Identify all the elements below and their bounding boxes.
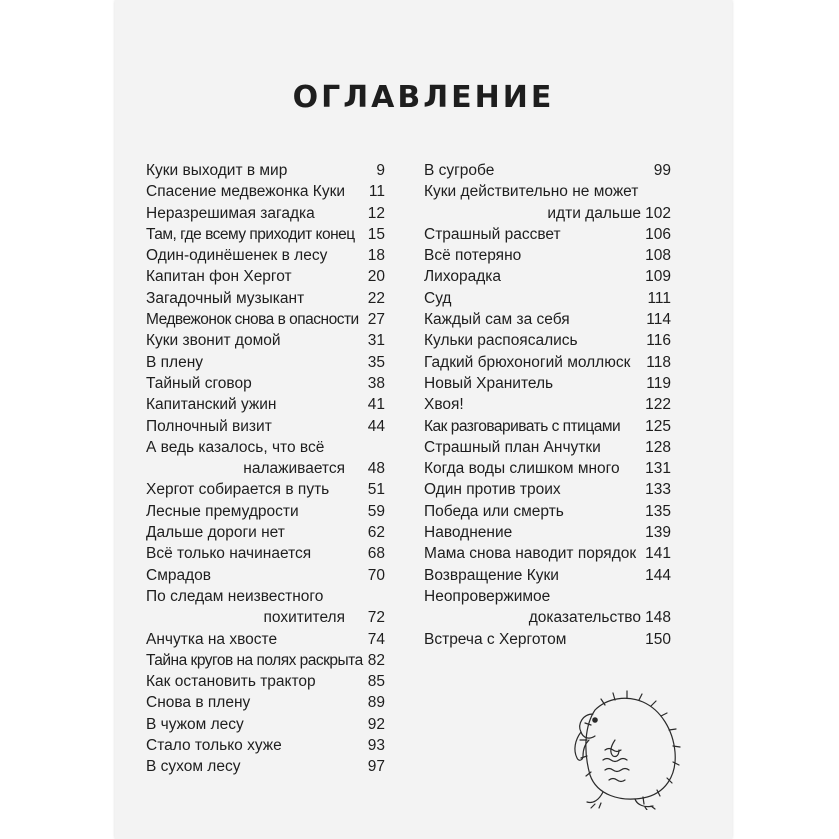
toc-entry — [424, 479, 671, 500]
toc-entry-page: 35 — [367, 353, 385, 371]
toc-entry-title: Капитанский ужин — [146, 396, 277, 414]
toc-entry-title: Новый Хранитель — [424, 374, 554, 392]
toc-entry-title: Снова в плену — [146, 694, 251, 712]
toc-entry-title: Там, где всему приходит конец — [146, 225, 355, 243]
toc-entry — [424, 586, 671, 607]
toc-entry-page: 144 — [645, 566, 671, 584]
toc-entry-title: Анчутка на хвосте — [146, 630, 278, 648]
toc-entry — [146, 203, 385, 224]
toc-entry-title: Дальше дороги нет — [146, 524, 285, 542]
toc-entry-title: В сухом лесу — [146, 758, 241, 776]
toc-entry — [146, 501, 385, 522]
hedgehog-creature-illustration — [565, 680, 685, 810]
toc-entry-title-continued: налаживается — [243, 460, 345, 478]
toc-entry — [146, 692, 385, 713]
toc-entry — [146, 160, 385, 181]
toc-entry — [146, 650, 385, 671]
toc-entry — [146, 245, 385, 266]
toc-entry-title: Всё только начинается — [146, 545, 312, 563]
toc-entry — [424, 416, 671, 437]
toc-entry — [424, 629, 671, 650]
toc-entry-page: 31 — [367, 332, 385, 350]
toc-entry-title: Как разговаривать с птицами — [424, 417, 621, 435]
toc-entry-title: Страшный план Анчутки — [424, 438, 601, 456]
toc-entry-page: 22 — [367, 289, 385, 307]
toc-entry-title: Наводнение — [424, 524, 513, 542]
toc-entry-title: Кульки распоясались — [424, 332, 578, 350]
toc-entry — [424, 565, 671, 586]
toc-entry-page: 82 — [367, 651, 385, 669]
toc-entry-title: Один-одинёшенек в лесу — [146, 247, 328, 265]
toc-entry-title: Загадочный музыкант — [146, 289, 305, 307]
toc-entry-continuation — [424, 203, 671, 224]
toc-entry-title: Тайный сговор — [146, 374, 252, 392]
toc-entry — [146, 735, 385, 756]
toc-entry — [424, 160, 671, 181]
toc-entry-title: Всё потеряно — [424, 247, 522, 265]
toc-entry-page: 133 — [645, 481, 671, 499]
toc-entry-page: 20 — [367, 268, 385, 286]
toc-entry-page: 12 — [367, 204, 385, 222]
toc-entry-title: Спасение медвежонка Куки — [146, 183, 346, 201]
toc-entry-title: Куки выходит в мир — [146, 162, 288, 179]
toc-entry — [424, 224, 671, 245]
toc-entry — [146, 309, 385, 330]
toc-entry — [424, 501, 671, 522]
toc-entry-title: Капитан фон Хергот — [146, 268, 292, 286]
toc-entry-page: 62 — [367, 524, 385, 542]
toc-entry-title: Как остановить трактор — [146, 673, 316, 691]
toc-entry-page: 141 — [645, 545, 671, 563]
toc-entry — [146, 437, 385, 458]
toc-entry-title: Встреча с Херготом — [424, 630, 567, 648]
toc-entry — [146, 543, 385, 564]
toc-entry — [424, 352, 671, 373]
toc-entry — [146, 565, 385, 586]
toc-entry-page: 44 — [367, 417, 385, 435]
toc-entry-title: Тайна кругов на полях раскрыта — [146, 651, 363, 669]
toc-entry-title: Хвоя! — [424, 396, 464, 414]
toc-entry-page: 135 — [645, 502, 671, 520]
toc-entry-page: 48 — [367, 460, 385, 478]
toc-entry — [424, 288, 671, 309]
toc-entry-title: Неопровержимое — [424, 587, 551, 605]
toc-entry-title: Полночный визит — [146, 417, 272, 435]
toc-entry — [146, 629, 385, 650]
toc-entry-continuation — [424, 607, 671, 628]
toc-entry-page: 116 — [646, 332, 671, 350]
toc-entry-title: В чужом лесу — [146, 715, 244, 733]
toc-entry-title: Победа или смерть — [424, 502, 564, 520]
toc-entry-page: 72 — [367, 609, 385, 627]
toc-entry — [424, 181, 671, 202]
toc-entry-page: 51 — [367, 481, 385, 499]
toc-entry-title: В плену — [146, 353, 204, 371]
toc-entry — [424, 373, 671, 394]
toc-entry-page: 106 — [645, 225, 671, 243]
toc-entry — [146, 394, 385, 415]
toc-entry-page: 122 — [645, 396, 671, 414]
toc-entry-page: 41 — [367, 396, 385, 414]
toc-entry — [424, 266, 671, 287]
toc-entry — [424, 309, 671, 330]
toc-entry-page: 114 — [646, 311, 671, 329]
toc-entry-title: Каждый сам за себя — [424, 311, 570, 329]
toc-entry-page: 108 — [645, 247, 671, 265]
toc-entry-page: 70 — [367, 566, 385, 584]
toc-entry-page: 93 — [367, 737, 385, 755]
toc-entry-title-continued: идти дальше — [547, 204, 641, 222]
toc-entry-title: Мама снова наводит порядок — [424, 545, 637, 563]
toc-entry — [424, 437, 671, 458]
toc-entry-title-continued: похитителя — [263, 609, 345, 627]
toc-entry-page: 68 — [367, 545, 385, 563]
toc-entry-page: 131 — [645, 460, 671, 478]
toc-entry-title: Когда воды слишком много — [424, 460, 620, 478]
toc-entry-page: 18 — [367, 247, 385, 265]
toc-entry-title: Хергот собирается в путь — [146, 481, 330, 499]
toc-entry-title: Суд — [424, 289, 452, 307]
toc-entry-title: Неразрешимая загадка — [146, 204, 315, 222]
toc-entry-title: Куки действительно не может — [424, 183, 639, 201]
toc-entry-page: 150 — [645, 630, 671, 648]
toc-entry-page: 125 — [645, 417, 671, 435]
toc-entry — [424, 394, 671, 415]
toc-entry-title: В сугробе — [424, 162, 495, 179]
toc-entry-page: 97 — [367, 758, 385, 776]
toc-entry-continuation — [146, 607, 385, 628]
toc-entry — [146, 756, 385, 777]
toc-entry-page: 148 — [645, 609, 671, 627]
toc-entry-page: 74 — [367, 630, 385, 648]
toc-entry-title: По следам неизвестного — [146, 587, 324, 605]
toc-entry-title: Лихорадка — [424, 268, 502, 286]
toc-entry-continuation — [146, 458, 385, 479]
toc-entry-page: 11 — [368, 183, 385, 201]
toc-entry-page: 139 — [645, 524, 671, 542]
toc-column-right — [424, 160, 671, 650]
toc-entry — [146, 352, 385, 373]
toc-column-left — [146, 160, 385, 778]
toc-entry-page: 118 — [646, 353, 671, 371]
toc-entry — [146, 522, 385, 543]
toc-entry — [146, 416, 385, 437]
toc-entry-title-continued: доказательство — [528, 609, 641, 627]
toc-entry — [146, 373, 385, 394]
toc-entry — [146, 714, 385, 735]
toc-entry-page: 102 — [645, 204, 671, 222]
toc-entry-title: Лесные премудрости — [146, 502, 299, 520]
toc-entry-title: А ведь казалось, что всё — [146, 438, 325, 456]
toc-entry-page: 15 — [367, 225, 385, 243]
toc-entry — [146, 671, 385, 692]
toc-entry — [146, 586, 385, 607]
toc-entry — [424, 522, 671, 543]
toc-entry-page: 111 — [647, 289, 671, 307]
toc-entry-title: Смрадов — [146, 566, 211, 584]
toc-entry-page: 109 — [645, 268, 671, 286]
toc-entry — [424, 543, 671, 564]
toc-entry — [146, 330, 385, 351]
toc-entry-page: 92 — [367, 715, 385, 733]
toc-entry-title: Возвращение Куки — [424, 566, 559, 584]
toc-entry — [424, 245, 671, 266]
toc-entry-title: Стало только хуже — [146, 737, 282, 755]
toc-entry-page: 27 — [367, 311, 385, 329]
toc-entry — [146, 266, 385, 287]
toc-entry-page: 128 — [645, 438, 671, 456]
toc-entry — [424, 458, 671, 479]
toc-entry — [146, 479, 385, 500]
toc-entry-page: 38 — [367, 374, 385, 392]
toc-entry-title: Страшный рассвет — [424, 225, 561, 243]
toc-entry-page: 85 — [367, 673, 385, 691]
toc-entry — [146, 181, 385, 202]
toc-entry-page: 119 — [646, 374, 671, 392]
page-title: ОГЛАВЛЕНИЕ — [292, 80, 555, 115]
toc-entry-title: Один против троих — [424, 481, 561, 499]
toc-entry-title: Гадкий брюхоногий моллюск — [424, 353, 631, 371]
toc-entry-page: 9 — [376, 162, 385, 179]
toc-entry-title: Медвежонок снова в опасности — [146, 311, 359, 329]
toc-entry — [146, 288, 385, 309]
toc-entry-page: 89 — [367, 694, 385, 712]
toc-entry — [424, 330, 671, 351]
toc-entry-page: 59 — [367, 502, 385, 520]
toc-entry-title: Куки звонит домой — [146, 332, 281, 350]
toc-entry — [146, 224, 385, 245]
toc-entry-page: 99 — [653, 162, 671, 179]
